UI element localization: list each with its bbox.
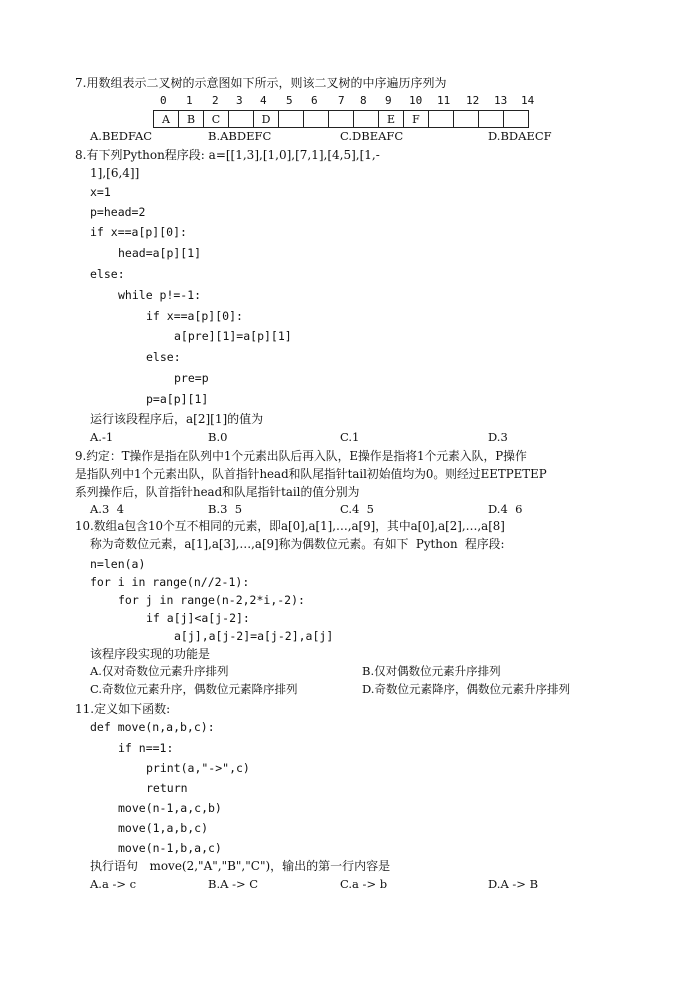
q7-array-table [153, 110, 529, 128]
q7-index: 3 [236, 94, 243, 107]
q7-option-b[interactable]: B.ABDEFC [208, 129, 272, 143]
q11-option-a[interactable]: A.a -> c [90, 877, 137, 891]
q10-option-b[interactable]: B.仅对偶数位元素升序排列 [362, 664, 501, 678]
q7-index: 8 [360, 94, 367, 107]
q10-stem-cont: 称为奇数位元素，a[1],a[3],…,a[9]称为偶数位元素。有如下 Python 程序段: [90, 537, 505, 551]
q8-code-line: else: [90, 267, 125, 281]
q7-array-cell: A [154, 111, 179, 128]
q7-array-cell: B [179, 111, 204, 128]
q8-stem: 8.有下列Python程序段: a=[[1,3],[1,0],[7,1],[4,5],[1,- [75, 148, 380, 162]
q10-code-line: for j in range(n-2,2*i,-2): [118, 593, 305, 607]
q7-index: 4 [260, 94, 267, 107]
q7-index: 13 [494, 94, 508, 107]
q10-option-c[interactable]: C.奇数位元素升序，偶数位元素降序排列 [90, 682, 298, 696]
q7-array-cell [504, 111, 529, 128]
q8-option-b[interactable]: B.0 [208, 430, 228, 444]
q10-code-line: if a[j]<a[j-2]: [146, 611, 250, 625]
q8-code-line: if x==a[p][0]: [90, 225, 187, 239]
q11-question: 执行语句 move(2,"A","B","C")，输出的第一行内容是 [90, 859, 391, 873]
q11-code-line: move(n-1,a,c,b) [118, 801, 222, 815]
q11-option-b[interactable]: B.A -> C [208, 877, 259, 891]
q7-index: 6 [311, 94, 318, 107]
q9-stem-cont: 系列操作后，队首指针head和队尾指针tail的值分别为 [75, 485, 360, 499]
q8-code-line: pre=p [174, 371, 209, 385]
q8-code-line: a[pre][1]=a[p][1] [174, 329, 292, 343]
q8-code-line: if x==a[p][0]: [146, 309, 243, 323]
q7-array-cell: D [254, 111, 279, 128]
q11-stem: 11.定义如下函数: [75, 702, 171, 716]
q7-index: 11 [437, 94, 451, 107]
q7-array-cell: F [404, 111, 429, 128]
q9-option-b[interactable]: B.3 5 [208, 502, 243, 516]
q10-stem: 10.数组a包含10个互不相同的元素，即a[0],a[1],…,a[9]，其中a[0],a[2],…,a[8] [75, 519, 505, 533]
q7-option-d[interactable]: D.BDAECF [488, 129, 552, 143]
q10-code-line: a[j],a[j-2]=a[j-2],a[j] [174, 629, 334, 643]
q7-index: 7 [338, 94, 345, 107]
q11-option-c[interactable]: C.a -> b [340, 877, 388, 891]
q11-option-d[interactable]: D.A -> B [488, 877, 539, 891]
q7-array-cell [454, 111, 479, 128]
q11-code-line: move(n-1,b,a,c) [118, 841, 222, 855]
q8-question: 运行该段程序后，a[2][1]的值为 [90, 412, 264, 426]
q11-code-line: if n==1: [118, 741, 174, 755]
q7-array-cell [354, 111, 379, 128]
q8-code-line: x=1 [90, 185, 111, 199]
q8-stem-cont: 1],[6,4]] [90, 166, 140, 180]
q9-stem-cont: 是指队列中1个元素出队，队首指针head和队尾指针tail初始值均为0。则经过EETPETEP [75, 467, 547, 481]
q9-stem: 9.约定：T操作是指在队列中1个元素出队后再入队，E操作是指将1个元素入队，P操作 [75, 449, 527, 463]
q7-index: 1 [186, 94, 193, 107]
q8-code-line: while p!=-1: [118, 288, 202, 302]
q10-question: 该程序段实现的功能是 [90, 647, 211, 661]
q7-index: 5 [286, 94, 293, 107]
q7-array-cell: C [204, 111, 229, 128]
q7-array-cell: E [379, 111, 404, 128]
q9-option-d[interactable]: D.4 6 [488, 502, 523, 516]
q7-array-cell [229, 111, 254, 128]
q8-option-a[interactable]: A.-1 [90, 430, 114, 444]
q8-code-line: p=head=2 [90, 205, 146, 219]
q11-code-line: move(1,a,b,c) [118, 821, 209, 835]
q7-option-a[interactable]: A.BEDFAC [90, 129, 153, 143]
q10-code-line: for i in range(n//2-1): [90, 575, 250, 589]
q7-array-cell [479, 111, 504, 128]
q7-index: 0 [160, 94, 167, 107]
q8-option-d[interactable]: D.3 [488, 430, 508, 444]
q7-array-cell [329, 111, 354, 128]
q8-code-line: p=a[p][1] [146, 392, 209, 406]
q7-array-cell [304, 111, 329, 128]
q11-code-line: def move(n,a,b,c): [90, 720, 215, 734]
q7-option-c[interactable]: C.DBEAFC [340, 129, 404, 143]
q7-index: 2 [212, 94, 219, 107]
q8-code-line: else: [146, 350, 181, 364]
q7-index: 14 [521, 94, 535, 107]
q7-array-cell [429, 111, 454, 128]
q7-array-cell [279, 111, 304, 128]
q7-index: 9 [385, 94, 392, 107]
q7-index: 12 [466, 94, 480, 107]
q8-code-line: head=a[p][1] [118, 246, 202, 260]
q9-option-a[interactable]: A.3 4 [90, 502, 124, 516]
q8-option-c[interactable]: C.1 [340, 430, 360, 444]
q7-array-row [154, 111, 529, 128]
q9-option-c[interactable]: C.4 5 [340, 502, 374, 516]
q10-code-line: n=len(a) [90, 557, 146, 571]
q11-code-line: print(a,"->",c) [146, 761, 250, 775]
q10-option-d[interactable]: D.奇数位元素降序，偶数位元素升序排列 [362, 682, 570, 696]
q7-index: 10 [409, 94, 423, 107]
q11-code-line: return [146, 781, 188, 795]
q7-stem: 7.用数组表示二叉树的示意图如下所示，则该二叉树的中序遍历序列为 [75, 76, 447, 90]
q10-option-a[interactable]: A.仅对奇数位元素升序排列 [90, 664, 229, 678]
